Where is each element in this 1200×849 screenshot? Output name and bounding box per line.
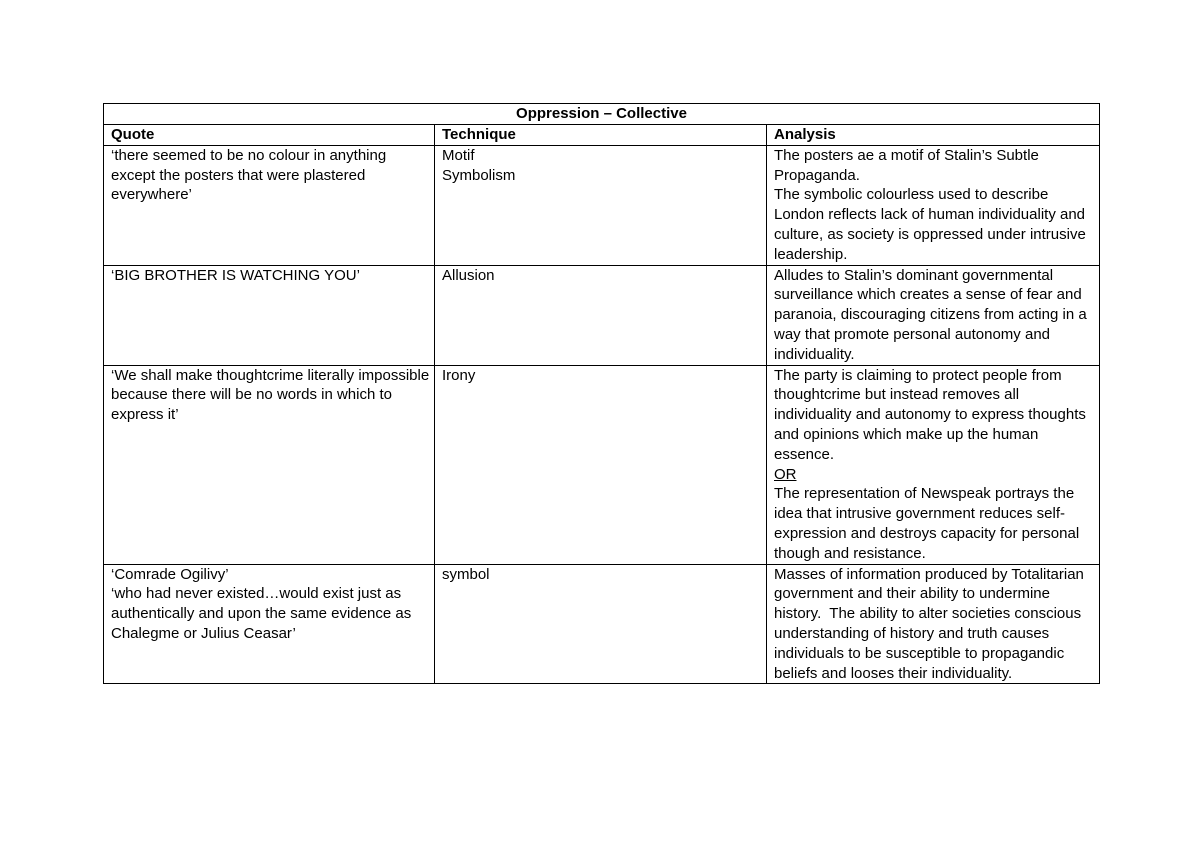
analysis-cell	[767, 365, 1100, 564]
technique-text: Symbolism	[442, 166, 516, 184]
table-row	[104, 265, 1100, 365]
analysis-text: Masses of information produced by Totalitarian government and their ability to undermine history. The ability to alter societies conscious understanding of history and truth causes individuals to be susceptible to propagandic beliefs and looses their individuality.	[774, 565, 1089, 682]
technique-text: Motif	[442, 146, 475, 164]
technique-cell	[435, 564, 767, 684]
table-title-row	[104, 104, 1100, 125]
table-row	[104, 145, 1100, 265]
analysis-text: The party is claiming to protect people from thoughtcrime but instead removes all individuality and autonomy to express thoughts and opinions which make up the human essence.	[774, 366, 1091, 463]
header-analysis: Analysis	[767, 125, 1100, 146]
technique-cell	[435, 265, 767, 365]
quote-text: ‘We shall make thoughtcrime literally impossible because there will be no words in which to express it’	[111, 366, 434, 424]
header-technique: Technique	[435, 125, 767, 146]
analysis-cell	[767, 265, 1100, 365]
analysis-text: Alludes to Stalin’s dominant governmental surveillance which creates a sense of fear and paranoia, discouraging citizens from acting in a way that promote personal autonomy and individuality.	[774, 266, 1091, 363]
quote-cell	[104, 145, 435, 265]
analysis-text: The posters ae a motif of Stalin’s Subtle Propaganda.	[774, 146, 1044, 184]
quote-cell	[104, 265, 435, 365]
quote-text: ‘Comrade Ogilivy’	[111, 565, 229, 583]
technique-cell	[435, 145, 767, 265]
technique-text: symbol	[442, 565, 490, 583]
analysis-cell	[767, 145, 1100, 265]
table-row	[104, 564, 1100, 684]
quote-text: ‘who had never existed…would exist just as authentically and upon the same evidence as Chalegme or Julius Ceasar’	[111, 585, 416, 642]
header-quote: Quote	[104, 125, 435, 146]
technique-cell	[435, 365, 767, 564]
table-header-row	[104, 125, 1100, 146]
analysis-cell	[767, 564, 1100, 684]
technique-text: Allusion	[442, 266, 495, 284]
analysis-text: The representation of Newspeak portrays the idea that intrusive government reduces self-expression and destroys capacity for personal though and resistance.	[774, 485, 1084, 562]
quote-cell	[104, 564, 435, 684]
quote-cell	[104, 365, 435, 564]
analysis-text: The symbolic colourless used to describe London reflects lack of human individuality and culture, as society is oppressed under intrusive leadership.	[774, 186, 1090, 263]
oppression-table	[103, 103, 1100, 684]
analysis-or-divider: OR	[774, 465, 797, 483]
quote-text: ‘there seemed to be no colour in anything except the posters that were plastered everywhere’	[111, 146, 391, 204]
table-row	[104, 365, 1100, 564]
table-title: Oppression – Collective	[104, 104, 1100, 125]
technique-text: Irony	[442, 366, 476, 384]
quote-text: ‘BIG BROTHER IS WATCHING YOU’	[111, 266, 360, 284]
